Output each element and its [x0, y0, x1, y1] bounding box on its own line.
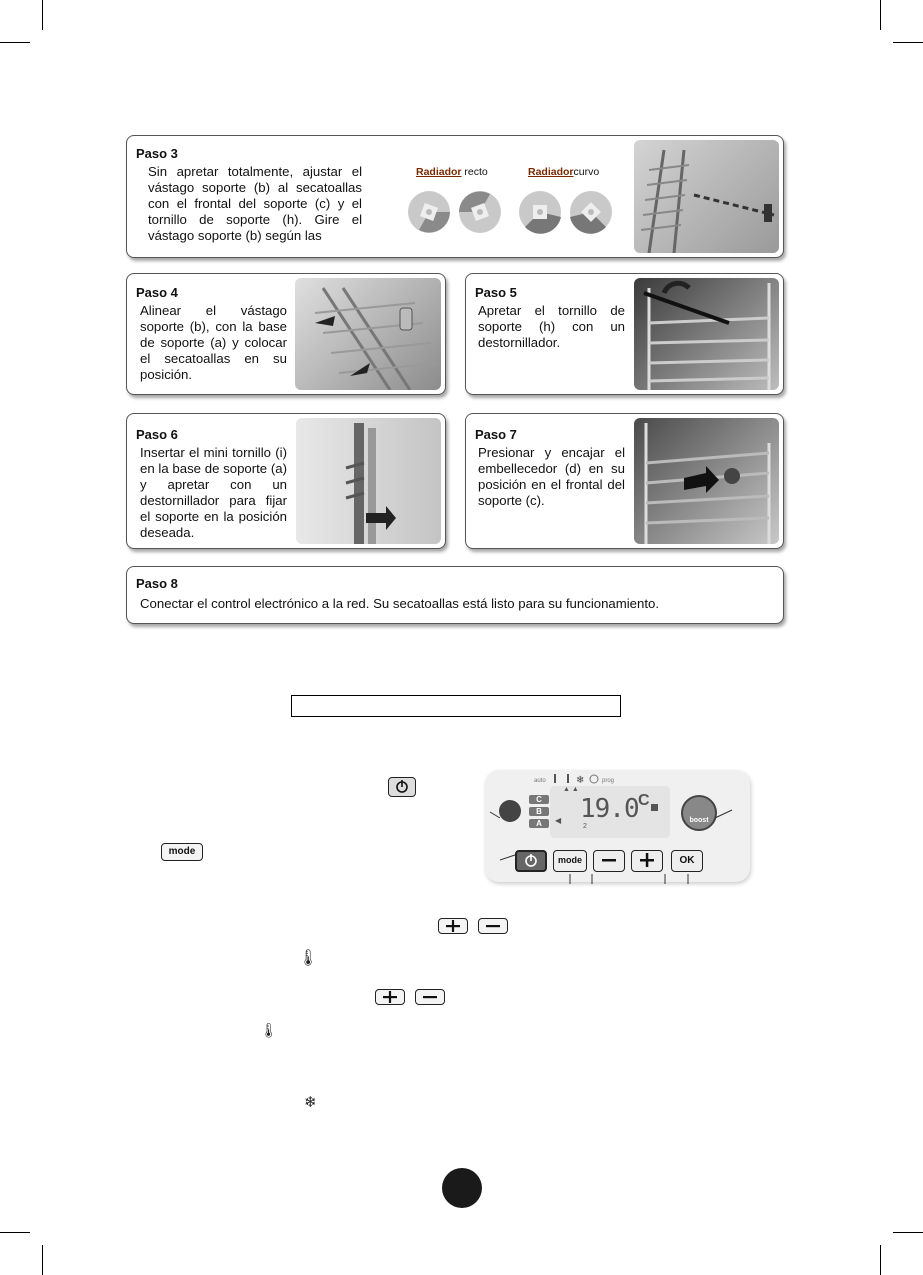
arrow-up-icon: ▲ ▲	[563, 786, 579, 793]
rotation-diagram	[408, 191, 450, 233]
mode-button-icon: mode	[161, 843, 203, 861]
label-radiador-curvo: Radiadorcurvo	[528, 166, 600, 178]
arrow-left-icon: ◀	[555, 816, 562, 825]
thermometer-icon: 🌡︎	[260, 1022, 278, 1038]
crop-mark	[893, 1232, 923, 1233]
rotation-diagram	[459, 191, 501, 233]
step-3-title: Paso 3	[136, 146, 178, 161]
boost-label: boost	[689, 817, 709, 824]
step-6-text: Insertar el mini tornillo (i) en la base de soporte (a) y apretar con un destornillador para fijar el soporte en la posición deseada.	[140, 445, 287, 540]
callout-lines	[470, 800, 770, 890]
step-7-title: Paso 7	[475, 427, 517, 442]
snowflake-icon: ❄	[576, 775, 585, 786]
prog-label: prog	[602, 778, 615, 784]
step-5-title: Paso 5	[475, 285, 517, 300]
rotation-diagram	[570, 191, 612, 234]
rotation-diagrams	[405, 188, 625, 238]
crop-mark	[893, 42, 923, 43]
step-7-text: Presionar y encajar el embellecedor (d) en su posición en el frontal del soporte (c).	[478, 445, 625, 508]
minus-icon	[478, 918, 508, 934]
step-3-photo	[634, 140, 779, 253]
auto-label: auto	[534, 778, 546, 784]
minus-icon	[415, 989, 445, 1005]
thermometer-icon: 🌡︎	[298, 950, 319, 967]
step-7-photo	[634, 418, 779, 544]
power-button-icon	[388, 777, 416, 797]
mode-button[interactable]: mode	[553, 850, 587, 872]
step-4-photo	[295, 278, 441, 390]
step-5-photo	[634, 278, 779, 390]
step-6-title: Paso 6	[136, 427, 178, 442]
ok-button[interactable]: OK	[671, 850, 703, 872]
step-3-text: Sin apretar totalmente, ajustar el vástago soporte (b) al secatoallas con el frontal del soporte (c) y el tornillo de soporte (h). Gire el vástago soporte (b) según las	[148, 164, 362, 243]
step-8-box	[126, 566, 784, 624]
thermometer-icon	[567, 774, 569, 783]
plus-icon	[438, 918, 468, 934]
step-8-text: Conectar el control electrónico a la red. Su secatoallas está listo para su funcionamiento.	[140, 596, 659, 611]
mode-letter-b: B	[529, 807, 549, 816]
step-4-title: Paso 4	[136, 285, 178, 300]
crop-mark	[0, 1232, 30, 1233]
plus-icon	[375, 989, 405, 1005]
step-8-title: Paso 8	[136, 576, 178, 591]
mode-letter-a: A	[529, 819, 549, 828]
thermometer-icon	[554, 774, 556, 783]
label-radiador-recto: Radiador recto	[416, 166, 488, 178]
snowflake-icon: ❄	[304, 1094, 317, 1111]
crop-mark	[0, 42, 30, 43]
crop-mark	[880, 0, 881, 30]
step-5-text: Apretar el tornillo de soporte (h) con un destornillador.	[478, 303, 625, 350]
crop-mark	[880, 1245, 881, 1275]
step-6-photo	[296, 418, 441, 544]
display-unit: C	[638, 792, 650, 809]
section-heading-box	[291, 695, 621, 717]
status-icons-row	[532, 772, 672, 786]
crop-mark	[42, 0, 43, 30]
clock-icon	[590, 775, 598, 783]
page-number-badge	[442, 1168, 482, 1208]
mode-letter-c: C	[529, 795, 549, 804]
rotation-diagram	[519, 191, 561, 234]
crop-mark	[42, 1245, 43, 1275]
display-temperature: 19.0	[580, 794, 639, 824]
display-small-number: 2	[583, 823, 587, 830]
step-4-text: Alinear el vástago soporte (b), con la base de soporte (a) y colocar el secatoallas en su posición.	[140, 303, 287, 382]
